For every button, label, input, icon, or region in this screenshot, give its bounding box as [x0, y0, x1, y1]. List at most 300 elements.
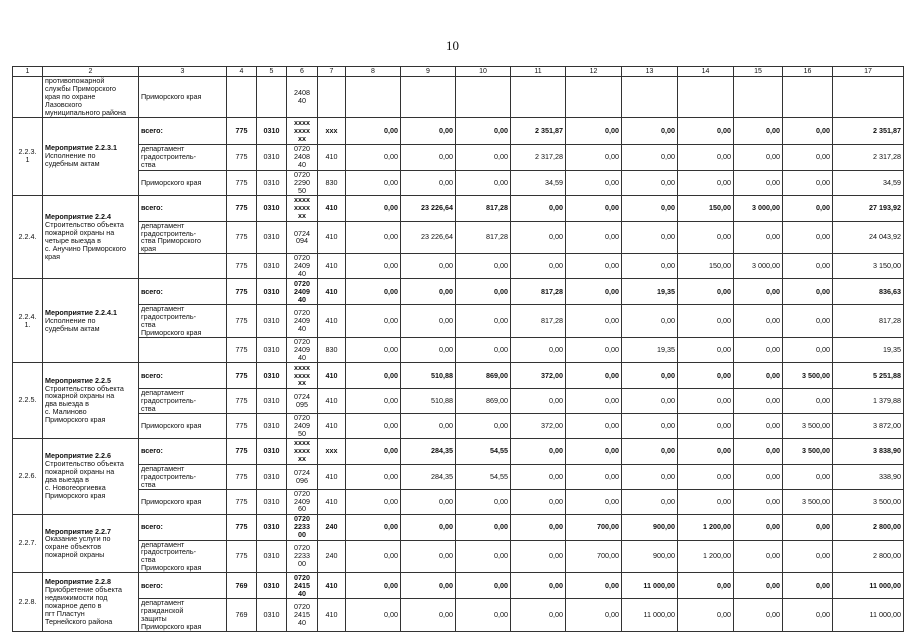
expense-type-cell [318, 77, 346, 118]
amount-cell: 0,00 [678, 305, 734, 338]
table-row [13, 279, 904, 305]
measure-title: Мероприятие 2.2.4.1 [45, 307, 118, 317]
amount-cell: 0,00 [734, 413, 783, 438]
column-header: 17 [833, 67, 904, 77]
column-header: 14 [678, 67, 734, 77]
item-number: 2.2.3. 1 [13, 117, 43, 195]
amount-cell: 0,00 [566, 489, 622, 514]
amount-cell: 0,00 [622, 438, 678, 464]
table-row [13, 337, 904, 362]
expense-type-cell: ххх [318, 117, 346, 144]
target-article-cell: 0724 096 [287, 464, 318, 489]
amount-cell: 0,00 [783, 170, 833, 195]
table-row [13, 117, 904, 144]
executor-cell: Приморского края [139, 489, 227, 514]
amount-cell: 817,28 [456, 221, 511, 254]
amount-cell: 5 251,88 [833, 362, 904, 388]
amount-cell: 0,00 [401, 254, 456, 279]
amount-cell: 2 351,87 [833, 117, 904, 144]
amount-cell: 0,00 [622, 388, 678, 413]
amount-cell: 0,00 [346, 279, 401, 305]
amount-cell: 0,00 [456, 514, 511, 540]
amount-cell: 0,00 [734, 438, 783, 464]
table-row [13, 221, 904, 254]
section-code-cell: 0310 [257, 388, 287, 413]
table-row [13, 254, 904, 279]
grbs-code-cell: 775 [227, 362, 257, 388]
column-header: 2 [43, 67, 139, 77]
amount-cell: 372,00 [511, 413, 566, 438]
measure-description [43, 117, 139, 195]
amount-cell: 869,00 [456, 362, 511, 388]
table-body [13, 77, 904, 632]
column-header: 8 [346, 67, 401, 77]
amount-cell: 0,00 [346, 221, 401, 254]
section-code-cell: 0310 [257, 279, 287, 305]
grbs-code-cell: 775 [227, 279, 257, 305]
amount-cell: 0,00 [346, 438, 401, 464]
amount-cell: 23 226,64 [401, 221, 456, 254]
grbs-code-cell: 775 [227, 195, 257, 221]
amount-cell: 0,00 [678, 170, 734, 195]
amount-cell: 0,00 [678, 337, 734, 362]
amount-cell: 0,00 [511, 489, 566, 514]
amount-cell: 0,00 [346, 254, 401, 279]
amount-cell: 0,00 [622, 362, 678, 388]
expense-type-cell: 410 [318, 599, 346, 632]
amount-cell [783, 77, 833, 118]
measure-text: Приобретение объекта недвижимости под пожарное депо в пгт Пластун Тернейского района [45, 585, 123, 627]
amount-cell: 0,00 [456, 254, 511, 279]
section-code-cell: 0310 [257, 573, 287, 599]
amount-cell: 0,00 [622, 117, 678, 144]
amount-cell: 0,00 [734, 279, 783, 305]
expense-type-cell: 410 [318, 254, 346, 279]
amount-cell: 0,00 [511, 254, 566, 279]
amount-cell: 817,28 [511, 279, 566, 305]
measure-text: Строительство объекта пожарной охраны на два выезда в с. Малиново Приморского края [45, 383, 124, 425]
amount-cell: 0,00 [678, 413, 734, 438]
amount-cell: 0,00 [456, 540, 511, 573]
executor-cell: всего: [139, 362, 227, 388]
grbs-code-cell: 769 [227, 599, 257, 632]
target-article-cell: 0720 2233 00 [287, 540, 318, 573]
amount-cell: 0,00 [456, 305, 511, 338]
amount-cell: 0,00 [783, 514, 833, 540]
target-article-cell: 0720 2415 40 [287, 599, 318, 632]
grbs-code-cell: 775 [227, 438, 257, 464]
measure-text: противопожарной службы Приморского края по охране Лазовского муниципального района [45, 76, 126, 117]
amount-cell: 817,28 [511, 305, 566, 338]
amount-cell: 19,35 [622, 337, 678, 362]
grbs-code-cell: 775 [227, 254, 257, 279]
amount-cell: 3 838,90 [833, 438, 904, 464]
amount-cell: 0,00 [401, 305, 456, 338]
measure-description [43, 279, 139, 363]
target-article-cell: хххх хххх хх [287, 362, 318, 388]
section-code-cell: 0310 [257, 540, 287, 573]
target-article-cell: 0720 2290 50 [287, 170, 318, 195]
item-number: 2.2.6. [13, 438, 43, 514]
grbs-code-cell [227, 77, 257, 118]
grbs-code-cell: 775 [227, 117, 257, 144]
target-article-cell: 2408 40 [287, 77, 318, 118]
grbs-code-cell: 775 [227, 514, 257, 540]
column-header: 10 [456, 67, 511, 77]
grbs-code-cell: 775 [227, 388, 257, 413]
amount-cell: 0,00 [511, 388, 566, 413]
amount-cell: 0,00 [566, 144, 622, 170]
amount-cell: 0,00 [401, 514, 456, 540]
amount-cell: 0,00 [734, 573, 783, 599]
amount-cell: 900,00 [622, 540, 678, 573]
target-article-cell: хххх хххх хх [287, 438, 318, 464]
executor-cell: департамент градостроитель- ства [139, 388, 227, 413]
item-number: 2.2.7. [13, 514, 43, 573]
amount-cell: 24 043,92 [833, 221, 904, 254]
amount-cell: 0,00 [456, 599, 511, 632]
grbs-code-cell: 775 [227, 305, 257, 338]
section-code-cell: 0310 [257, 254, 287, 279]
expense-type-cell: 410 [318, 362, 346, 388]
section-code-cell: 0310 [257, 170, 287, 195]
section-code-cell: 0310 [257, 195, 287, 221]
amount-cell: 0,00 [456, 413, 511, 438]
amount-cell: 3 500,00 [833, 489, 904, 514]
amount-cell: 700,00 [566, 540, 622, 573]
column-header: 15 [734, 67, 783, 77]
table-row [13, 170, 904, 195]
amount-cell: 0,00 [566, 599, 622, 632]
column-header: 3 [139, 67, 227, 77]
amount-cell: 3 000,00 [734, 195, 783, 221]
amount-cell: 0,00 [622, 170, 678, 195]
executor-cell: Приморского края [139, 77, 227, 118]
amount-cell: 0,00 [734, 362, 783, 388]
section-code-cell: 0310 [257, 514, 287, 540]
amount-cell: 0,00 [566, 305, 622, 338]
expense-type-cell: 410 [318, 144, 346, 170]
expense-type-cell: 240 [318, 540, 346, 573]
amount-cell: 0,00 [566, 221, 622, 254]
page-number: 10 [446, 38, 459, 53]
expense-type-cell: 410 [318, 464, 346, 489]
expense-type-cell: 410 [318, 413, 346, 438]
amount-cell [833, 77, 904, 118]
table-row [13, 599, 904, 632]
amount-cell: 0,00 [566, 170, 622, 195]
section-code-cell: 0310 [257, 362, 287, 388]
amount-cell [456, 77, 511, 118]
amount-cell: 0,00 [783, 599, 833, 632]
amount-cell: 0,00 [678, 279, 734, 305]
executor-cell: всего: [139, 195, 227, 221]
amount-cell: 11 000,00 [833, 573, 904, 599]
amount-cell: 0,00 [346, 337, 401, 362]
column-header: 4 [227, 67, 257, 77]
item-number: 2.2.4. 1. [13, 279, 43, 363]
amount-cell: 0,00 [566, 362, 622, 388]
grbs-code-cell: 775 [227, 337, 257, 362]
amount-cell: 0,00 [566, 573, 622, 599]
amount-cell: 0,00 [783, 540, 833, 573]
amount-cell: 0,00 [456, 279, 511, 305]
executor-cell: департамент градостроитель- ства [139, 464, 227, 489]
measure-title: Мероприятие 2.2.8 [45, 577, 112, 587]
amount-cell: 0,00 [346, 540, 401, 573]
amount-cell: 0,00 [401, 117, 456, 144]
section-code-cell: 0310 [257, 144, 287, 170]
expense-type-cell: 410 [318, 489, 346, 514]
column-header: 12 [566, 67, 622, 77]
amount-cell: 700,00 [566, 514, 622, 540]
amount-cell: 0,00 [622, 254, 678, 279]
table-row [13, 514, 904, 540]
executor-cell: всего: [139, 279, 227, 305]
section-code-cell: 0310 [257, 464, 287, 489]
amount-cell: 0,00 [622, 144, 678, 170]
amount-cell: 0,00 [783, 221, 833, 254]
measure-description [43, 573, 139, 632]
amount-cell: 0,00 [783, 464, 833, 489]
amount-cell: 0,00 [734, 221, 783, 254]
amount-cell: 0,00 [622, 464, 678, 489]
amount-cell: 0,00 [401, 489, 456, 514]
amount-cell: 0,00 [783, 195, 833, 221]
amount-cell: 3 150,00 [833, 254, 904, 279]
executor-cell: всего: [139, 573, 227, 599]
amount-cell: 0,00 [734, 305, 783, 338]
amount-cell [622, 77, 678, 118]
amount-cell: 0,00 [346, 388, 401, 413]
amount-cell: 0,00 [678, 221, 734, 254]
amount-cell: 3 500,00 [783, 413, 833, 438]
target-article-cell: 0720 2409 40 [287, 305, 318, 338]
amount-cell: 0,00 [622, 489, 678, 514]
amount-cell: 19,35 [622, 279, 678, 305]
amount-cell: 150,00 [678, 254, 734, 279]
target-article-cell: хххх хххх хх [287, 195, 318, 221]
section-code-cell: 0310 [257, 117, 287, 144]
amount-cell: 0,00 [566, 464, 622, 489]
amount-cell: 0,00 [734, 599, 783, 632]
amount-cell: 0,00 [734, 388, 783, 413]
amount-cell [401, 77, 456, 118]
amount-cell: 0,00 [783, 337, 833, 362]
amount-cell: 284,35 [401, 464, 456, 489]
amount-cell [346, 77, 401, 118]
table-row [13, 144, 904, 170]
amount-cell: 34,59 [511, 170, 566, 195]
target-article-cell: 0720 2409 50 [287, 413, 318, 438]
amount-cell: 0,00 [678, 489, 734, 514]
expense-type-cell: 410 [318, 195, 346, 221]
amount-cell: 54,55 [456, 438, 511, 464]
table-row [13, 362, 904, 388]
measure-text: Оказание услуги по охране объектов пожарной охраны [45, 534, 111, 560]
item-number: 2.2.5. [13, 362, 43, 438]
target-article-cell: 0720 2409 40 [287, 337, 318, 362]
amount-cell: 0,00 [511, 540, 566, 573]
header-row [13, 67, 904, 77]
measure-title: Мероприятие 2.2.7 [45, 526, 112, 536]
table-row [13, 464, 904, 489]
amount-cell: 0,00 [622, 195, 678, 221]
amount-cell: 0,00 [783, 279, 833, 305]
amount-cell: 0,00 [346, 362, 401, 388]
amount-cell: 0,00 [346, 573, 401, 599]
amount-cell: 2 317,28 [833, 144, 904, 170]
amount-cell: 0,00 [566, 279, 622, 305]
measure-text: Исполнение по судебным актам [45, 315, 100, 333]
amount-cell: 0,00 [734, 117, 783, 144]
amount-cell [511, 77, 566, 118]
measure-description [43, 438, 139, 514]
amount-cell: 2 800,00 [833, 540, 904, 573]
column-header: 6 [287, 67, 318, 77]
amount-cell: 836,63 [833, 279, 904, 305]
amount-cell: 0,00 [456, 573, 511, 599]
measure-description [43, 77, 139, 118]
amount-cell: 0,00 [566, 254, 622, 279]
amount-cell: 0,00 [566, 195, 622, 221]
grbs-code-cell: 775 [227, 170, 257, 195]
amount-cell: 0,00 [622, 305, 678, 338]
measure-description [43, 362, 139, 438]
target-article-cell: 0720 2409 40 [287, 254, 318, 279]
amount-cell: 0,00 [511, 514, 566, 540]
section-code-cell: 0310 [257, 221, 287, 254]
executor-cell: департамент градостроитель- ства [139, 144, 227, 170]
measure-title: Мероприятие 2.2.6 [45, 451, 112, 461]
amount-cell: 0,00 [401, 337, 456, 362]
section-code-cell: 0310 [257, 337, 287, 362]
executor-cell [139, 254, 227, 279]
amount-cell: 0,00 [401, 144, 456, 170]
target-article-cell: 0720 2233 00 [287, 514, 318, 540]
amount-cell: 1 200,00 [678, 514, 734, 540]
amount-cell: 0,00 [566, 438, 622, 464]
amount-cell: 0,00 [783, 305, 833, 338]
amount-cell: 0,00 [346, 144, 401, 170]
expense-type-cell: 830 [318, 170, 346, 195]
amount-cell: 0,00 [456, 170, 511, 195]
amount-cell: 0,00 [401, 573, 456, 599]
expense-type-cell: 410 [318, 221, 346, 254]
amount-cell: 0,00 [346, 599, 401, 632]
amount-cell: 0,00 [783, 254, 833, 279]
amount-cell: 0,00 [678, 362, 734, 388]
amount-cell: 284,35 [401, 438, 456, 464]
section-code-cell: 0310 [257, 438, 287, 464]
amount-cell: 817,28 [456, 195, 511, 221]
amount-cell: 2 317,28 [511, 144, 566, 170]
table-row [13, 195, 904, 221]
executor-cell: департамент градостроитель- ства Приморского края [139, 540, 227, 573]
amount-cell: 3 500,00 [783, 362, 833, 388]
amount-cell: 11 000,00 [622, 573, 678, 599]
table-row [13, 413, 904, 438]
amount-cell: 23 226,64 [401, 195, 456, 221]
amount-cell: 0,00 [401, 413, 456, 438]
amount-cell: 869,00 [456, 388, 511, 413]
amount-cell: 0,00 [346, 117, 401, 144]
item-number: 2.2.4. [13, 195, 43, 279]
amount-cell: 0,00 [678, 388, 734, 413]
measure-text: Исполнение по судебным актам [45, 151, 100, 169]
measure-description [43, 195, 139, 279]
amount-cell: 0,00 [456, 489, 511, 514]
amount-cell: 900,00 [622, 514, 678, 540]
amount-cell: 2 800,00 [833, 514, 904, 540]
amount-cell: 0,00 [401, 599, 456, 632]
grbs-code-cell: 775 [227, 221, 257, 254]
amount-cell: 27 193,92 [833, 195, 904, 221]
measure-text: Строительство объекта пожарной охраны на два выезда в с. Новогеоргиевка Приморского края [45, 459, 124, 500]
amount-cell: 0,00 [346, 305, 401, 338]
expense-type-cell: ххх [318, 438, 346, 464]
amount-cell: 19,35 [833, 337, 904, 362]
amount-cell: 0,00 [678, 464, 734, 489]
column-header: 16 [783, 67, 833, 77]
amount-cell: 0,00 [401, 540, 456, 573]
measure-title: Мероприятие 2.2.4 [45, 212, 112, 222]
amount-cell: 3 000,00 [734, 254, 783, 279]
grbs-code-cell: 775 [227, 540, 257, 573]
item-number [13, 77, 43, 118]
executor-cell [139, 337, 227, 362]
target-article-cell: 0720 2415 40 [287, 573, 318, 599]
target-article-cell: 0720 2409 60 [287, 489, 318, 514]
executor-cell: всего: [139, 514, 227, 540]
amount-cell: 0,00 [734, 489, 783, 514]
amount-cell: 0,00 [734, 144, 783, 170]
measure-text: Строительство объекта пожарной охраны на четыре выезда в с. Анучино Приморского края [45, 220, 127, 261]
item-number: 2.2.8. [13, 573, 43, 632]
measure-title: Мероприятие 2.2.3.1 [45, 143, 118, 153]
column-header: 9 [401, 67, 456, 77]
amount-cell: 54,55 [456, 464, 511, 489]
amount-cell: 0,00 [456, 337, 511, 362]
amount-cell: 0,00 [346, 195, 401, 221]
amount-cell: 510,88 [401, 362, 456, 388]
amount-cell: 0,00 [511, 195, 566, 221]
section-code-cell: 0310 [257, 489, 287, 514]
measure-description [43, 514, 139, 573]
target-article-cell: 0724 094 [287, 221, 318, 254]
expense-type-cell: 410 [318, 573, 346, 599]
amount-cell: 0,00 [566, 413, 622, 438]
amount-cell: 0,00 [783, 117, 833, 144]
grbs-code-cell: 769 [227, 573, 257, 599]
amount-cell: 0,00 [511, 337, 566, 362]
column-header: 5 [257, 67, 287, 77]
amount-cell: 0,00 [622, 221, 678, 254]
executor-cell: департамент гражданской защиты Приморского края [139, 599, 227, 632]
amount-cell: 0,00 [346, 489, 401, 514]
table-row [13, 489, 904, 514]
amount-cell: 0,00 [401, 170, 456, 195]
executor-cell: департамент градостроитель- ства Приморского края [139, 221, 227, 254]
amount-cell: 0,00 [678, 144, 734, 170]
table-row [13, 388, 904, 413]
amount-cell: 0,00 [511, 573, 566, 599]
grbs-code-cell: 775 [227, 464, 257, 489]
target-article-cell: 0720 2409 40 [287, 279, 318, 305]
amount-cell: 1 200,00 [678, 540, 734, 573]
amount-cell: 0,00 [566, 337, 622, 362]
target-article-cell: хххх хххх хх [287, 117, 318, 144]
